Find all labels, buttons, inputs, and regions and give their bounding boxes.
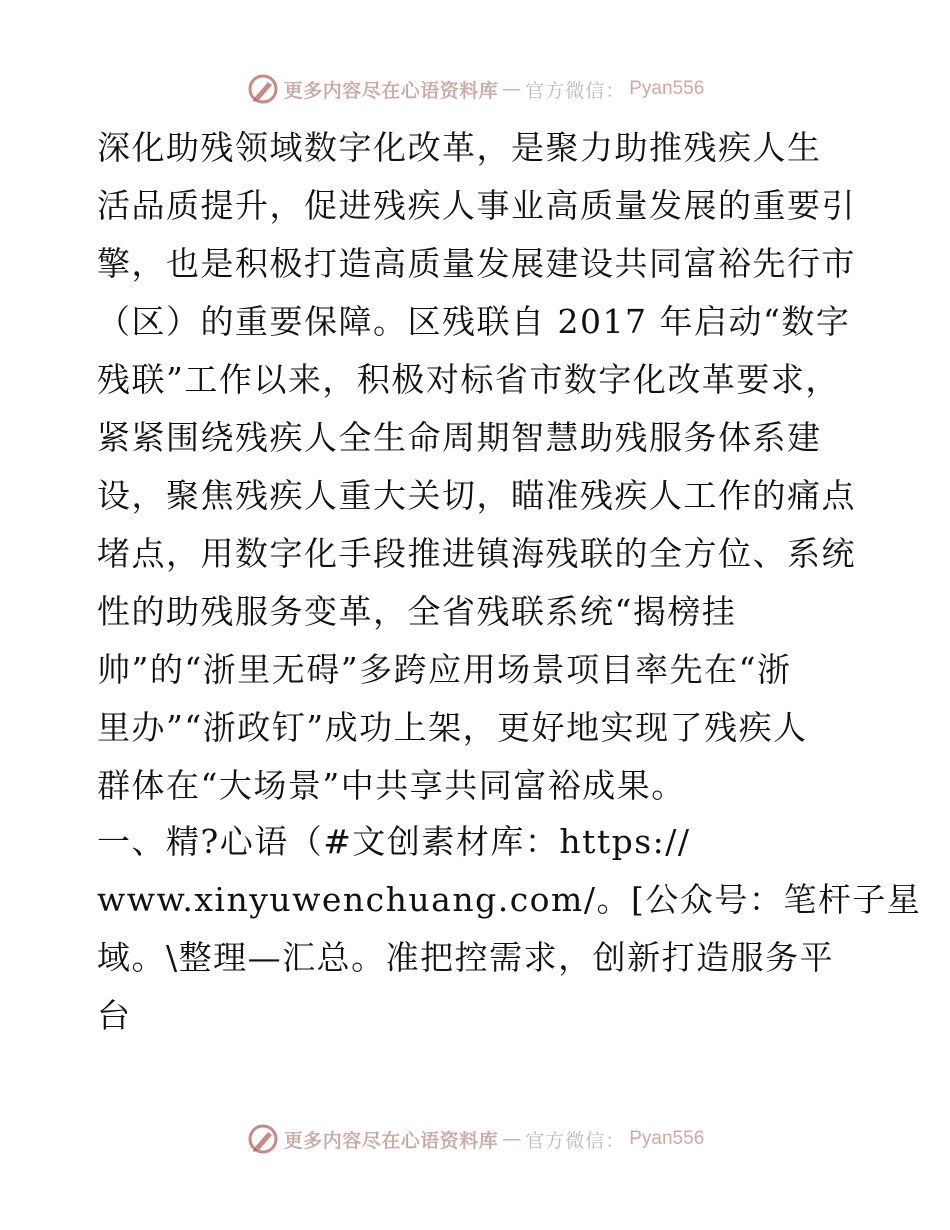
- pen-logo-icon: [246, 72, 280, 106]
- watermark-main-text: 更多内容尽在心语资料库: [283, 79, 499, 102]
- text-line: 群体在“大场景”中共享共同富裕成果。: [97, 766, 686, 805]
- text-line: 紧紧围绕残疾人全生命周期智慧助残服务体系建: [97, 418, 822, 457]
- text-line: 一、精?心语（#文创素材库：https://: [97, 822, 691, 861]
- body-paragraph-2: [97, 813, 922, 1045]
- pen-logo-icon: [246, 1122, 280, 1156]
- text-line: 里办”“浙政钉”成功上架，更好地实现了残疾人: [97, 708, 808, 747]
- watermark-separator: —: [502, 1128, 522, 1150]
- watermark-footer: [0, 1122, 950, 1156]
- watermark-header: [0, 72, 950, 106]
- body-paragraph-1: [97, 119, 857, 815]
- text-line: 深化助残领域数字化改革，是聚力助推残疾人生: [97, 128, 822, 167]
- watermark-sub-text: 官方微信：: [525, 79, 626, 102]
- watermark-wechat-id: Pyan556: [629, 1128, 705, 1149]
- text-line: （区）的重要保障。区残联自 2017 年启动“数字: [97, 302, 851, 341]
- text-line: 设，聚焦残疾人重大关切，瞄准残疾人工作的痛点: [97, 476, 856, 515]
- watermark-sub-text: 官方微信：: [525, 1129, 626, 1152]
- text-line: 性的助残服务变革，全省残联系统“揭榜挂: [97, 592, 737, 631]
- text-line: 台: [97, 996, 132, 1035]
- text-line: 活品质提升，促进残疾人事业高质量发展的重要引: [97, 186, 856, 225]
- text-line: www.xinyuwenchuang.com/。[公众号：笔杆子星: [97, 880, 922, 919]
- text-line: 擎，也是积极打造高质量发展建设共同富裕先行市: [97, 244, 856, 283]
- text-line: 域。\整理—汇总。准把控需求，创新打造服务平: [97, 938, 835, 977]
- text-line: 残联”工作以来，积极对标省市数字化改革要求，: [97, 360, 840, 399]
- watermark-wechat-id: Pyan556: [629, 78, 705, 99]
- text-line: 帅”的“浙里无碍”多跨应用场景项目率先在“浙: [97, 650, 792, 689]
- watermark-separator: —: [502, 78, 522, 100]
- watermark-main-text: 更多内容尽在心语资料库: [283, 1129, 499, 1152]
- text-line: 堵点，用数字化手段推进镇海残联的全方位、系统: [97, 534, 856, 573]
